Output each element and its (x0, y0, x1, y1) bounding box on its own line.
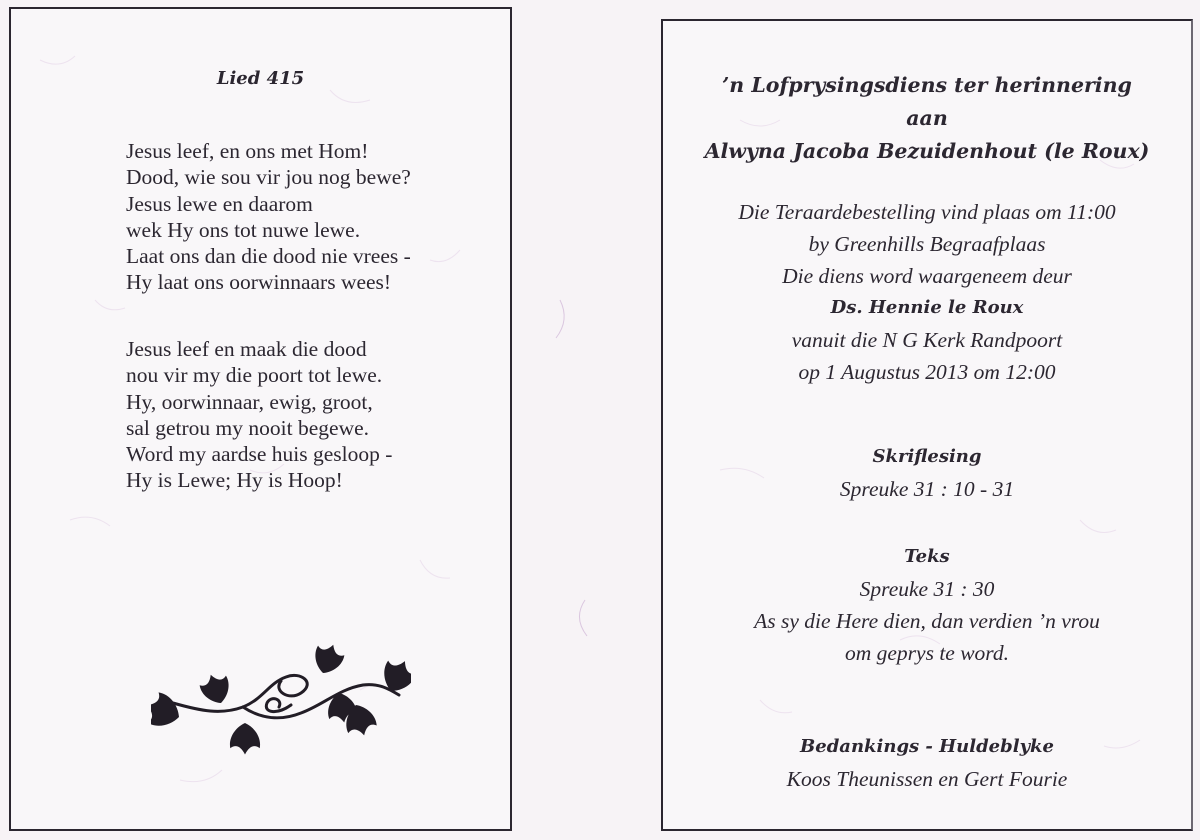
service-details (663, 196, 1191, 388)
title-line: aan (906, 106, 948, 130)
verse-line: Laat ons dan die dood nie vrees - (126, 244, 411, 269)
deceased-name: Alwyna Jacoba Bezuidenhout (le Roux) (704, 139, 1150, 163)
hymn-panel (9, 7, 512, 831)
reading-heading: Skriflesing (872, 446, 982, 467)
verse-line: sal getrou my nooit begewe. (126, 415, 370, 440)
verse-line: Jesus lewe en daarom (126, 191, 313, 216)
text-quote-line: As sy die Here dien, dan verdien ’n vrou (754, 609, 1100, 633)
service-title (663, 69, 1191, 168)
thanks-names: Koos Theunissen en Gert Fourie (786, 767, 1068, 791)
hymn-title: Lied 415 (216, 68, 305, 89)
cemetery-line: by Greenhills Begraafplaas (808, 232, 1046, 256)
verse-line: Jesus leef, en ons met Hom! (126, 139, 369, 163)
reading-reference: Spreuke 31 : 10 - 31 (839, 477, 1015, 501)
acknowledgements (663, 731, 1191, 795)
text-heading: Teks (904, 546, 950, 567)
verse-line: wek Hy ons tot nuwe lewe. (126, 217, 361, 242)
service-panel (661, 19, 1193, 831)
verse-line: Jesus leef en maak die dood (126, 337, 367, 361)
verse-line: nou vir my die poort tot lewe. (126, 363, 383, 388)
verse-line: Hy, oorwinnaar, ewig, groot, (126, 389, 373, 414)
hymn-verse-1 (126, 138, 411, 296)
scripture-reading (663, 441, 1191, 505)
text-quote-line: om geprys te word. (844, 641, 1010, 665)
text-reference: Spreuke 31 : 30 (859, 577, 995, 601)
thanks-heading: Bedankings - Huldeblyke (800, 736, 1054, 757)
verse-line: Dood, wie sou vir jou nog bewe? (126, 165, 411, 190)
church-line: vanuit die N G Kerk Randpoort (791, 328, 1063, 352)
verse-line: Hy is Lewe; Hy is Hoop! (126, 468, 343, 493)
date-time-line: op 1 Augustus 2013 om 12:00 (798, 360, 1056, 384)
vine-leaves-icon (151, 633, 411, 758)
title-line: ’n Lofprysingsdiens ter herinnering (722, 73, 1132, 97)
burial-line: Die Teraardebestelling vind plaas om 11:00 (738, 200, 1116, 224)
verse-line: Hy laat ons oorwinnaars wees! (126, 270, 392, 295)
sermon-text (663, 541, 1191, 669)
hymn-verse-2 (126, 336, 392, 494)
officiant-intro: Die diens word waargeneem deur (782, 264, 1072, 288)
verse-line: Word my aardse huis gesloop - (126, 442, 393, 467)
officiant-name: Ds. Hennie le Roux (830, 297, 1024, 318)
